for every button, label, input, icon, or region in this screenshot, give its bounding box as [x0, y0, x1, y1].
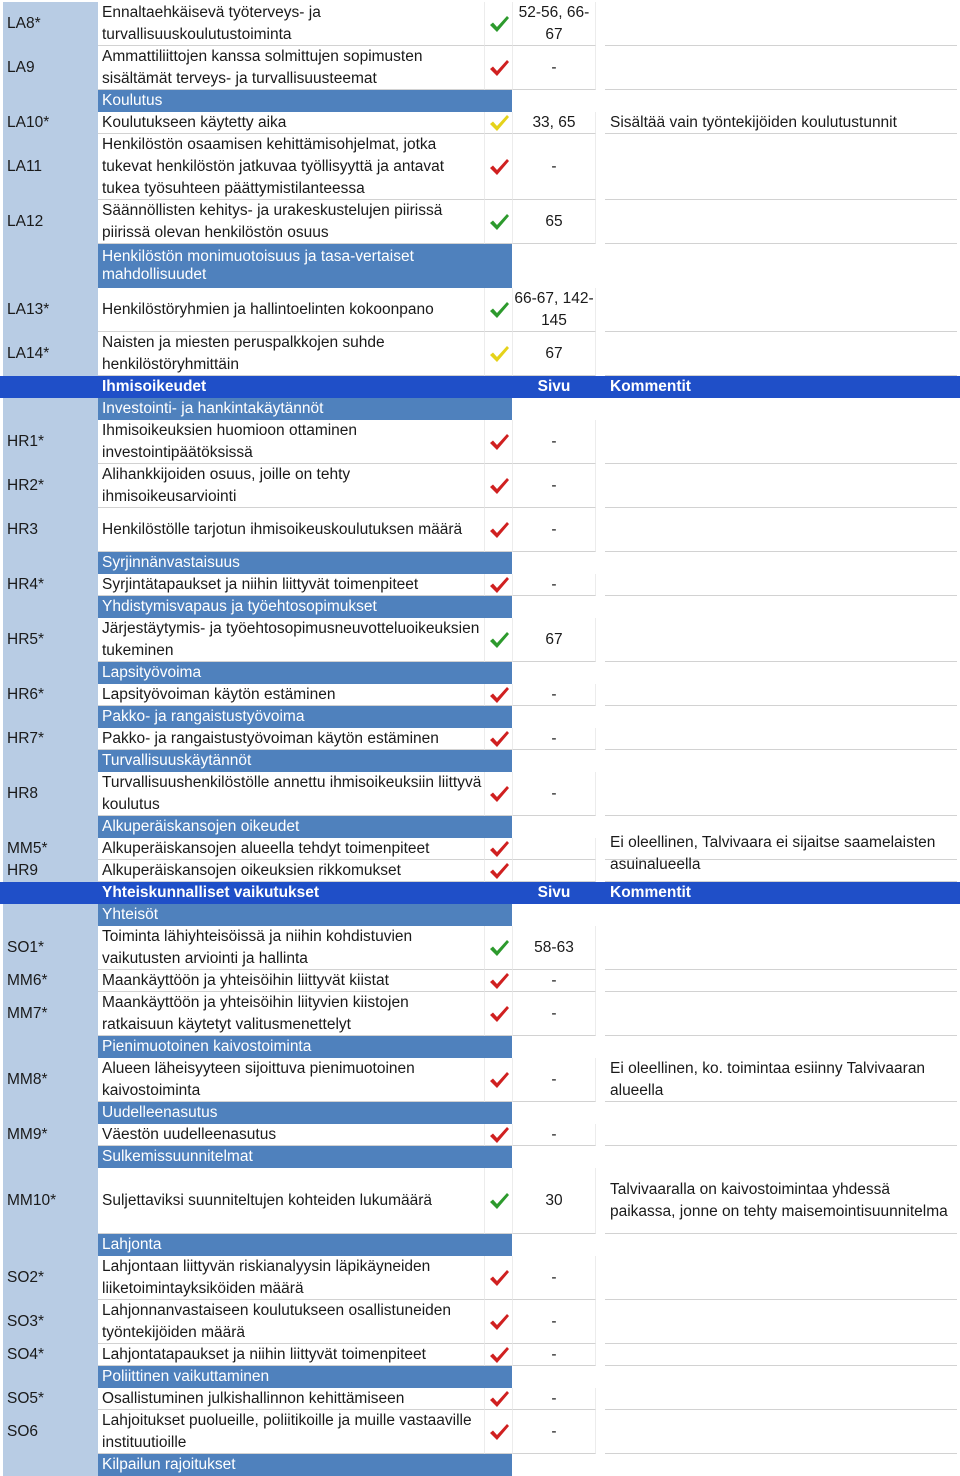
section-subheader [0, 596, 960, 618]
code-column-fill [3, 706, 98, 728]
page-reference: - [512, 46, 596, 90]
indicator-description: Henkilöstön osaamisen kehittämisohjelmat, jotka tukevat henkilöstön jatkuvaa työllisyyttä ja antavat tukea työsuhteen päättymistilanteessa [98, 134, 485, 200]
red-check-icon [485, 134, 512, 200]
table-row [0, 1124, 960, 1146]
comment [605, 926, 957, 970]
comment [605, 1410, 957, 1454]
indicator-code: LA11 [3, 134, 98, 200]
red-check-icon [485, 420, 512, 464]
red-check-icon [485, 1124, 512, 1146]
subheader-title: Syrjinnänvastaisuus [98, 552, 512, 574]
indicator-description: Pakko- ja rangaistustyövoiman käytön estäminen [98, 728, 485, 750]
page-reference: 66-67, 142-145 [512, 288, 596, 332]
section-subheader [0, 1102, 960, 1124]
table-row [0, 420, 960, 464]
green-check-icon [485, 926, 512, 970]
code-column-fill [3, 1146, 98, 1168]
page-reference: - [512, 684, 596, 706]
red-check-icon [485, 970, 512, 992]
section-subheader [0, 552, 960, 574]
comment [605, 618, 957, 662]
code-column-fill [3, 90, 98, 112]
section-subheader [0, 1036, 960, 1058]
section-subheader [0, 706, 960, 728]
table-row [0, 772, 960, 816]
table-row [0, 1256, 960, 1300]
comment [605, 2, 957, 46]
table-row [0, 332, 960, 376]
subheader-title: Investointi- ja hankintakäytännöt [98, 398, 512, 420]
green-check-icon [485, 288, 512, 332]
section-subheader [0, 244, 960, 288]
table-row [0, 1388, 960, 1410]
code-column-fill [3, 552, 98, 574]
red-check-icon [485, 1410, 512, 1454]
indicator-code: HR1* [3, 420, 98, 464]
comment [605, 464, 957, 508]
yellow-check-icon [485, 112, 512, 134]
indicator-code: HR9 [3, 860, 98, 882]
red-check-icon [485, 1344, 512, 1366]
table-row [0, 200, 960, 244]
subheader-title: Lapsityövoima [98, 662, 512, 684]
table-row [0, 134, 960, 200]
indicator-description: Turvallisuushenkilöstölle annettu ihmisoikeuksiin liittyvä koulutus [98, 772, 485, 816]
section-subheader [0, 90, 960, 112]
red-check-icon [485, 684, 512, 706]
green-check-icon [485, 200, 512, 244]
code-column-fill [3, 750, 98, 772]
page-reference: - [512, 508, 596, 552]
code-column-fill [3, 376, 98, 398]
comment: Ei oleellinen, ko. toimintaa esiinny Talvivaaran alueella [605, 1058, 957, 1102]
indicator-description: Suljettaviksi suunniteltujen kohteiden lukumäärä [98, 1168, 485, 1234]
comment [605, 1344, 957, 1366]
code-column-fill [3, 816, 98, 838]
indicator-code: SO2* [3, 1256, 98, 1300]
page-reference [512, 838, 596, 860]
subheader-title: Pakko- ja rangaistustyövoima [98, 706, 512, 728]
indicator-description: Alkuperäiskansojen alueella tehdyt toimenpiteet [98, 838, 485, 860]
comment [605, 970, 957, 992]
page-reference: - [512, 1410, 596, 1454]
code-column-fill [3, 1036, 98, 1058]
indicator-code: MM6* [3, 970, 98, 992]
comment [605, 46, 957, 90]
indicator-code: LA12 [3, 200, 98, 244]
indicator-description: Henkilöstölle tarjotun ihmisoikeuskoulutuksen määrä [98, 508, 485, 552]
code-column-fill [3, 596, 98, 618]
green-check-icon [485, 618, 512, 662]
indicator-code: HR5* [3, 618, 98, 662]
comment-column-header: Kommentit [610, 884, 691, 901]
code-column-fill [3, 244, 98, 288]
indicator-code: HR3 [3, 508, 98, 552]
indicator-code: LA13* [3, 288, 98, 332]
indicator-code: SO1* [3, 926, 98, 970]
code-column-fill [3, 904, 98, 926]
indicator-code: MM9* [3, 1124, 98, 1146]
section-header [0, 376, 960, 398]
red-check-icon [485, 860, 512, 882]
red-check-icon [485, 1300, 512, 1344]
indicator-description: Osallistuminen julkishallinnon kehittämiseen [98, 1388, 485, 1410]
comment [605, 684, 957, 706]
comment [605, 508, 957, 552]
red-check-icon [485, 464, 512, 508]
code-column-fill [3, 1234, 98, 1256]
comment [605, 288, 957, 332]
red-check-icon [485, 1256, 512, 1300]
section-subheader [0, 1234, 960, 1256]
page-reference: - [512, 464, 596, 508]
table-row [0, 1410, 960, 1454]
page-reference: - [512, 728, 596, 750]
comment-column-header: Kommentit [610, 378, 691, 395]
page-reference: 33, 65 [512, 112, 596, 134]
subheader-title: Pienimuotoinen kaivostoiminta [98, 1036, 512, 1058]
table-row [0, 1168, 960, 1234]
indicator-description: Maankäyttöön ja yhteisöihin liityvien kiistojen ratkaisuun käytetyt valitusmenettelyt [98, 992, 485, 1036]
table-row [0, 464, 960, 508]
indicator-description: Syrjintätapaukset ja niihin liittyvät toimenpiteet [98, 574, 485, 596]
comment [605, 134, 957, 200]
table-row [0, 1300, 960, 1344]
merged-comment-mm5-hr9: Ei oleellinen, Talvivaara ei sijaitse saamelaisten asuinalueella [610, 834, 936, 873]
page-reference: - [512, 772, 596, 816]
table-row [0, 2, 960, 46]
indicator-description: Järjestäytymis- ja työehtosopimusneuvotteluoikeuksien tukeminen [98, 618, 485, 662]
code-column-fill [3, 662, 98, 684]
page-reference: - [512, 1388, 596, 1410]
code-column-fill [3, 1102, 98, 1124]
page-column-header: Sivu [537, 378, 571, 395]
indicator-description: Henkilöstöryhmien ja hallintoelinten kokoonpano [98, 288, 485, 332]
section-subheader [0, 662, 960, 684]
subheader-title: Kilpailun rajoitukset [98, 1454, 512, 1476]
page-reference: 30 [512, 1168, 596, 1234]
indicator-description: Ammattiliittojen kanssa solmittujen sopimusten sisältämät terveys- ja turvallisuusteemat [98, 46, 485, 90]
red-check-icon [485, 728, 512, 750]
indicator-code: MM8* [3, 1058, 98, 1102]
red-check-icon [485, 992, 512, 1036]
page-column-header: Sivu [537, 884, 571, 901]
subheader-title: Uudelleenasutus [98, 1102, 512, 1124]
comment [605, 992, 957, 1036]
red-check-icon [485, 1388, 512, 1410]
page-reference: 58-63 [512, 926, 596, 970]
red-check-icon [485, 508, 512, 552]
section-title: Yhteiskunnalliset vaikutukset [102, 884, 320, 901]
section-subheader [0, 904, 960, 926]
code-column-fill [3, 1366, 98, 1388]
page-reference: - [512, 1344, 596, 1366]
code-column-fill [3, 398, 98, 420]
indicator-code: LA8* [3, 2, 98, 46]
green-check-icon [485, 1168, 512, 1234]
indicator-description: Lahjoitukset puolueille, poliitikoille ja muille vastaaville instituutioille [98, 1410, 485, 1454]
subheader-title: Koulutus [98, 90, 512, 112]
indicator-code: HR7* [3, 728, 98, 750]
comment [605, 420, 957, 464]
table-row [0, 112, 960, 134]
comment [605, 728, 957, 750]
page-reference: 67 [512, 618, 596, 662]
subheader-title: Turvallisuuskäytännöt [98, 750, 512, 772]
table-row [0, 288, 960, 332]
indicator-code: HR2* [3, 464, 98, 508]
section-subheader [0, 1146, 960, 1168]
indicator-description: Lahjonnanvastaiseen koulutukseen osallistuneiden työntekijöiden määrä [98, 1300, 485, 1344]
table-row [0, 970, 960, 992]
indicator-code: HR6* [3, 684, 98, 706]
indicator-code: LA9 [3, 46, 98, 90]
page-reference: 67 [512, 332, 596, 376]
green-check-icon [485, 2, 512, 46]
table-row [0, 618, 960, 662]
section-subheader [0, 1454, 960, 1476]
indicator-description: Maankäyttöön ja yhteisöihin liittyvät kiistat [98, 970, 485, 992]
code-column-fill [3, 882, 98, 904]
comment [605, 574, 957, 596]
red-check-icon [485, 574, 512, 596]
comment [605, 200, 957, 244]
red-check-icon [485, 1058, 512, 1102]
subheader-title: Sulkemissuunnitelmat [98, 1146, 512, 1168]
section-subheader [0, 1366, 960, 1388]
comment [605, 1256, 957, 1300]
page-reference: - [512, 134, 596, 200]
comment [605, 772, 957, 816]
page-reference: - [512, 992, 596, 1036]
subheader-title: Poliittinen vaikuttaminen [98, 1366, 512, 1388]
comment: Talvivaaralla on kaivostoimintaa yhdessä paikassa, jonne on tehty maisemointisuunnitelma [605, 1168, 957, 1234]
indicator-description: Toiminta lähiyhteisöissä ja niihin kohdistuvien vaikutusten arviointi ja hallinta [98, 926, 485, 970]
indicator-description: Säännöllisten kehitys- ja urakeskustelujen piirissä piirissä olevan henkilöstön osuus [98, 200, 485, 244]
section-header [0, 882, 960, 904]
subheader-title: Yhteisöt [98, 904, 512, 926]
indicator-code: HR8 [3, 772, 98, 816]
red-check-icon [485, 838, 512, 860]
table-row [0, 1344, 960, 1366]
table-row [0, 1058, 960, 1102]
indicator-description: Ihmisoikeuksien huomioon ottaminen investointipäätöksissä [98, 420, 485, 464]
page-reference: - [512, 420, 596, 464]
section-title: Ihmisoikeudet [102, 378, 207, 395]
indicator-code: MM10* [3, 1168, 98, 1234]
indicator-code: LA10* [3, 112, 98, 134]
table-row [0, 46, 960, 90]
indicator-description: Ennaltaehkäisevä työterveys- ja turvallisuuskoulutustoiminta [98, 2, 485, 46]
indicator-code: SO5* [3, 1388, 98, 1410]
comment [605, 1124, 957, 1146]
red-check-icon [485, 772, 512, 816]
page-reference: 52-56, 66-67 [512, 2, 596, 46]
table-row [0, 728, 960, 750]
comment: Sisältää vain työntekijöiden koulutustunnit [605, 112, 957, 134]
indicator-description: Naisten ja miesten peruspalkkojen suhde henkilöstöryhmittäin [98, 332, 485, 376]
page-reference: - [512, 970, 596, 992]
comment [605, 1300, 957, 1344]
indicator-description: Lahjontaan liittyvän riskianalyysin läpikäyneiden liiketoimintayksiköiden määrä [98, 1256, 485, 1300]
table-row [0, 684, 960, 706]
subheader-title: Lahjonta [98, 1234, 512, 1256]
indicator-description: Lapsityövoiman käytön estäminen [98, 684, 485, 706]
indicator-code: SO4* [3, 1344, 98, 1366]
indicator-code: SO3* [3, 1300, 98, 1344]
table-row [0, 992, 960, 1036]
page-reference: - [512, 1300, 596, 1344]
indicator-code: MM7* [3, 992, 98, 1036]
indicator-description: Väestön uudelleenasutus [98, 1124, 485, 1146]
indicator-description: Alkuperäiskansojen oikeuksien rikkomukset [98, 860, 485, 882]
indicator-code: SO6 [3, 1410, 98, 1454]
code-column-fill [3, 1454, 98, 1476]
page-reference: - [512, 1124, 596, 1146]
indicator-code: LA14* [3, 332, 98, 376]
yellow-check-icon [485, 332, 512, 376]
page-reference: 65 [512, 200, 596, 244]
red-check-icon [485, 46, 512, 90]
subheader-title: Yhdistymisvapaus ja työehtosopimukset [98, 596, 512, 618]
indicator-description: Koulutukseen käytetty aika [98, 112, 485, 134]
table-row [0, 508, 960, 552]
comment [605, 332, 957, 376]
page-reference: - [512, 574, 596, 596]
indicator-description: Alueen läheisyyteen sijoittuva pienimuotoinen kaivostoiminta [98, 1058, 485, 1102]
subheader-title: Alkuperäiskansojen oikeudet [98, 816, 512, 838]
page-reference: - [512, 1256, 596, 1300]
table-row [0, 574, 960, 596]
table-row [0, 926, 960, 970]
indicator-description: Alihankkijoiden osuus, joille on tehty ihmisoikeusarviointi [98, 464, 485, 508]
page-reference [512, 860, 596, 882]
subheader-title: Henkilöstön monimuotoisuus ja tasa-vertaiset mahdollisuudet [98, 244, 512, 288]
section-subheader [0, 750, 960, 772]
indicator-code: MM5* [3, 838, 98, 860]
indicator-code: HR4* [3, 574, 98, 596]
section-subheader [0, 398, 960, 420]
comment [605, 1388, 957, 1410]
page-reference: - [512, 1058, 596, 1102]
indicator-description: Lahjontatapaukset ja niihin liittyvät toimenpiteet [98, 1344, 485, 1366]
